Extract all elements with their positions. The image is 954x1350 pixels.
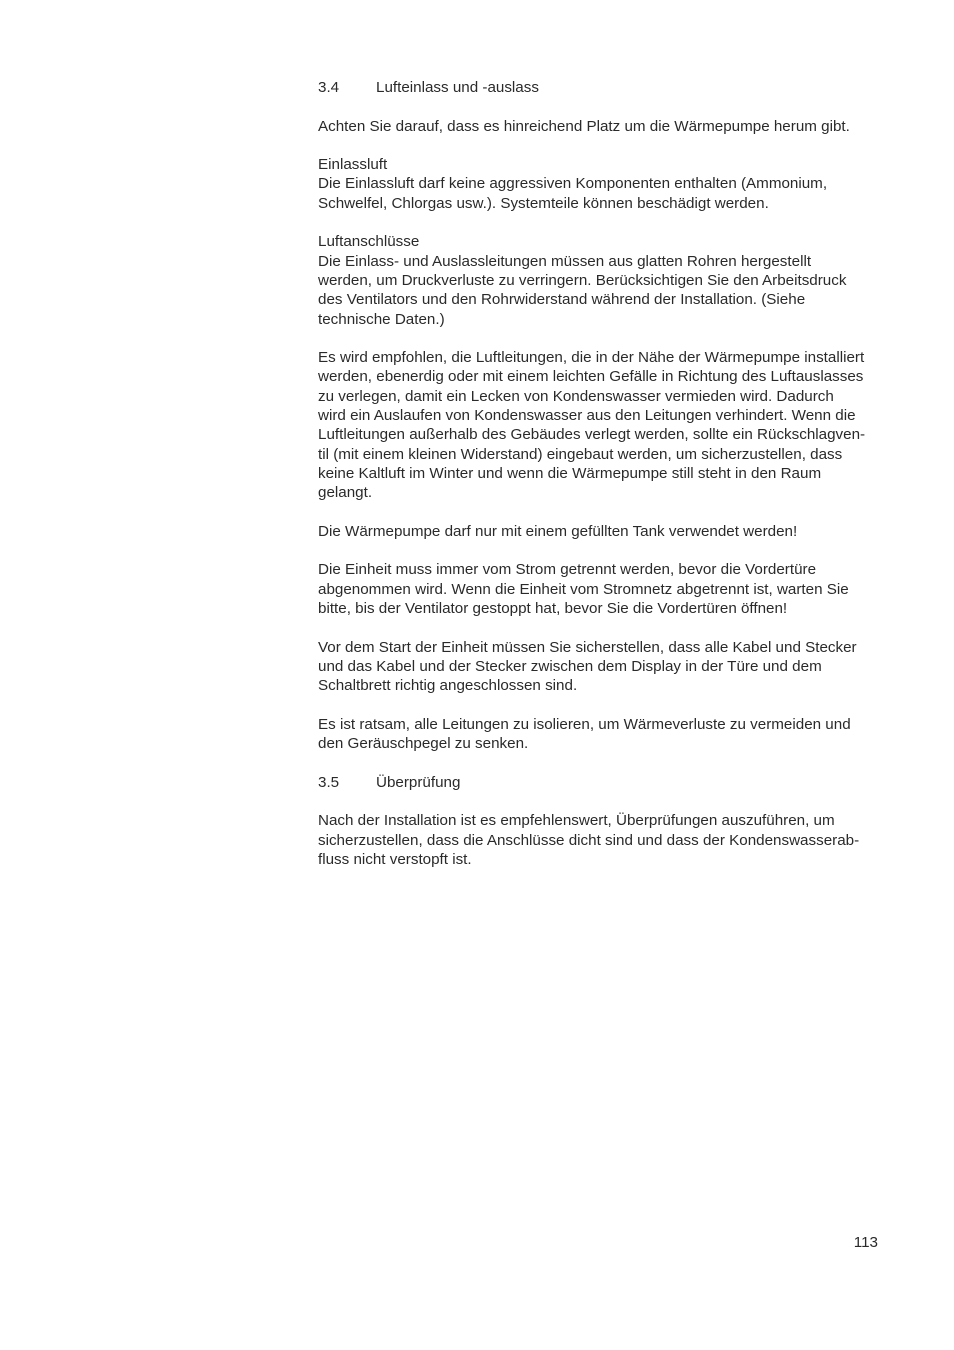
text-line: zu verlegen, damit ein Lecken von Kondenswasser vermieden wird. Dadurch <box>318 387 834 405</box>
paragraph <box>318 232 903 328</box>
text-line: Es ist ratsam, alle Leitungen zu isolieren, um Wärmeverluste zu vermeiden und <box>318 715 851 733</box>
text-line: Vor dem Start der Einheit müssen Sie sicherstellen, dass alle Kabel und Stecker <box>318 638 857 656</box>
text-line: werden, ebenerdig oder mit einem leichten Gefälle in Richtung des Luftauslasses <box>318 368 864 386</box>
paragraph <box>318 155 903 213</box>
paragraph <box>318 560 903 618</box>
text-line: Die Einheit muss immer vom Strom getrennt werden, bevor die Vordertüre <box>318 561 817 579</box>
paragraph-gap <box>318 753 903 772</box>
text-line: Luftanschlüsse <box>318 233 420 251</box>
paragraph-gap <box>318 329 903 348</box>
paragraph <box>318 522 903 541</box>
paragraph-gap <box>318 541 903 560</box>
paragraph <box>318 811 903 869</box>
page-number: 113 <box>853 1234 878 1251</box>
text-line: Einlassluft <box>318 156 388 174</box>
page-content <box>318 78 903 869</box>
section-title: Überprüfung <box>376 773 461 791</box>
paragraph <box>318 348 903 502</box>
paragraph <box>318 715 903 754</box>
text-line: Schwelfel, Chlorgas usw.). Systemteile können beschädigt werden. <box>318 194 769 212</box>
section-title: Lufteinlass und -auslass <box>376 79 539 96</box>
text-line: wird ein Auslaufen von Kondenswasser aus den Leitungen verhindert. Wenn die <box>318 407 856 425</box>
text-line: sicherzustellen, dass die Anschlüsse dicht sind und dass der Kondenswasserab- <box>318 831 860 849</box>
text-line: Die Einlass- und Auslassleitungen müssen aus glatten Rohren hergestellt <box>318 252 812 270</box>
text-line: Schaltbrett richtig angeschlossen sind. <box>318 677 578 695</box>
text-line: keine Kaltluft im Winter und wenn die Wärmepumpe still steht in den Raum <box>318 464 822 482</box>
text-line: des Ventilators und den Rohrwiderstand während der Installation. (Siehe <box>318 291 806 309</box>
paragraph-gap <box>318 213 903 232</box>
paragraph-gap <box>318 618 903 637</box>
text-line: fluss nicht verstopft ist. <box>318 850 472 868</box>
paragraph <box>318 117 903 136</box>
text-line: gelangt. <box>318 484 373 502</box>
text-line: und das Kabel und der Stecker zwischen dem Display in der Türe und dem <box>318 657 822 675</box>
text-line: technische Daten.) <box>318 310 445 328</box>
paragraph-gap <box>318 136 903 155</box>
text-line: abgenommen wird. Wenn die Einheit vom Stromnetz abgetrennt ist, warten Sie <box>318 580 849 598</box>
paragraph-gap <box>318 696 903 715</box>
text-line: Luftleitungen außerhalb des Gebäudes verlegt werden, sollte ein Rückschlagven- <box>318 426 866 444</box>
text-line: Die Wärmepumpe darf nur mit einem gefüllten Tank verwendet werden! <box>318 522 798 540</box>
text-line: bitte, bis der Ventilator gestoppt hat, bevor Sie die Vordertüren öffnen! <box>318 600 788 618</box>
paragraph <box>318 638 903 696</box>
paragraph-gap <box>318 503 903 522</box>
text-line: til (mit einem kleinen Widerstand) eingebaut werden, um sicherzustellen, dass <box>318 445 843 463</box>
section-heading <box>318 773 903 792</box>
paragraph-gap <box>318 792 903 811</box>
text-line: Die Einlassluft darf keine aggressiven Komponenten enthalten (Ammonium, <box>318 175 828 193</box>
text-line: Es wird empfohlen, die Luftleitungen, die in der Nähe der Wärmepumpe installiert <box>318 349 865 367</box>
text-line: Achten Sie darauf, dass es hinreichend Platz um die Wärmepumpe herum gibt. <box>318 117 850 135</box>
text-line: werden, um Druckverluste zu verringern. Berücksichtigen Sie den Arbeitsdruck <box>318 271 847 289</box>
paragraph-gap <box>318 97 903 116</box>
section-number: 3.5 <box>318 773 340 791</box>
section-number: 3.4 <box>318 79 340 96</box>
text-line: Nach der Installation ist es empfehlenswert, Überprüfungen auszuführen, um <box>318 812 835 830</box>
section-heading <box>318 78 903 97</box>
text-line: den Geräuschpegel zu senken. <box>318 735 529 753</box>
